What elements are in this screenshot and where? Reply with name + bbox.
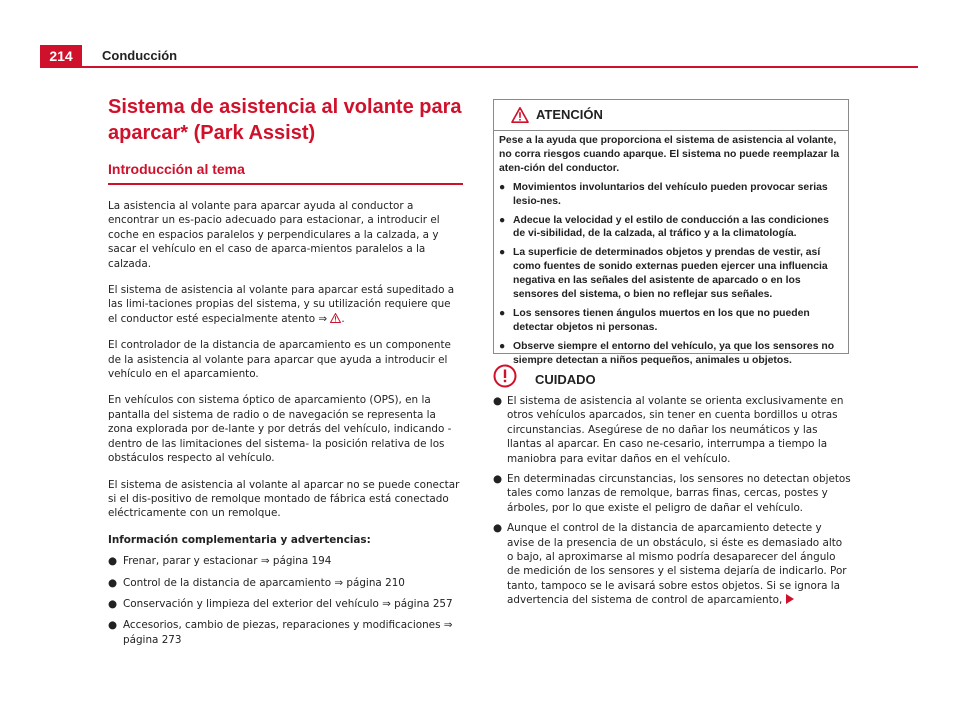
paragraph-text: El sistema de asistencia al volante para aparcar está supeditado a las limi-taciones propias del sistema, y su utilización requiere que el conductor esté especialmente atento ⇒ [108,284,455,325]
list-item-text: Accesorios, cambio de piezas, reparaciones y modificaciones ⇒ página 273 [123,619,453,646]
bullet-icon: ● [493,395,503,407]
paragraph: El controlador de la distancia de aparcamiento es un componente de la asistencia al volante para aparcar que ayuda a introducir el vehículo en el aparcamiento. [108,339,451,381]
warning-title: ATENCIÓN [536,107,603,122]
warning-item [499,214,842,242]
list-item[interactable] [108,576,463,590]
caution-title: CUIDADO [535,372,596,387]
warning-item-text: Los sensores tienen ángulos muertos en los que no pueden detectar objetos ni personas. [513,307,810,333]
warning-item-text: Movimientos involuntarios del vehículo pueden provocar serias lesio-nes. [513,181,828,207]
bullet-icon: ● [493,473,503,486]
caution-item [493,521,851,607]
body-text [108,199,463,647]
warning-header [494,100,848,131]
info-heading: Información complementaria y advertencias: [108,533,371,546]
paragraph: El sistema de asistencia al volante al aparcar no se puede conectar si el dis-positivo de remolque montado de fábrica está conectado eléctricamente con un remolque. [108,478,460,520]
caution-item-text: El sistema de asistencia al volante se orienta exclusivamente en otros vehículos aparcados, sin tener en cuenta bordillos u otras circunstancias. Asegúrese de no dañar los neumáticos y las llantas al aparcar. En caso ne-cesario, interrumpa a tiempo la maniobra para evitar daños en el vehículo. [507,395,844,465]
bullet-icon: ● [499,181,506,193]
header-rule [40,66,918,68]
caution-item [493,472,851,515]
list-item-text: Conservación y limpieza del exterior del vehículo ⇒ página 257 [123,597,453,610]
page-number: 214 [40,45,82,67]
main-title: Sistema de asistencia al volante para aparcar* (Park Assist) [108,96,462,144]
warning-item-text: Observe siempre el entorno del vehículo, ya que los sensores no siempre detectan a niños pequeños, animales u objetos. [513,340,835,366]
paragraph: En vehículos con sistema óptico de aparcamiento (OPS), en la pantalla del sistema de radio o de navegación se representa la zona explorada por de-lante y por detrás del vehículo, indicando -dentro de las limitaciones del sistema- la posición relativa de los obstáculos respecto al vehículo. [108,394,452,465]
list-item-text: Control de la distancia de aparcamiento ⇒ página 210 [123,576,405,589]
bullet-icon: ● [499,307,506,319]
warning-item-text: Adecue la velocidad y el estilo de conducción a las condiciones de vi-sibilidad, de la calzada, al tráfico y a la climatología. [513,214,829,240]
warning-body [494,131,848,368]
subtitle: Introducción al tema [108,160,463,185]
caution-item [493,394,851,466]
bullet-icon: ● [493,522,503,535]
warning-triangle-icon[interactable] [330,313,341,323]
section-title: Conducción [102,48,178,63]
period: . [341,312,345,325]
list-item[interactable] [108,554,463,568]
list-item-text: Frenar, parar y estacionar ⇒ página 194 [123,555,332,568]
warning-item-text: La superficie de determinados objetos y prendas de vestir, así como fuentes de sonido externas pueden ejercer una influencia negativa en las señales del asistente de aparcado o en los sensores del sistema, o bien no reflejar sus señales. [513,247,828,301]
bullet-icon: ● [108,597,118,610]
warning-triangle-icon [511,107,529,123]
caution-item-text: En determinadas circunstancias, los sensores no detectan objetos tales como lanzas de remolque, barras finas, cercas, postes y árboles, por lo que existe el peligro de dañar el vehículo. [507,473,851,514]
list-item[interactable] [108,618,463,647]
warning-item [499,307,842,335]
caution-header [493,364,851,388]
paragraph [108,283,463,326]
bullet-icon: ● [499,247,506,259]
warning-item [499,181,842,209]
bullet-icon: ● [108,576,118,589]
bullet-icon: ● [108,555,118,568]
continue-arrow-icon [786,594,794,604]
caution-icon [493,364,517,388]
warning-item [499,246,842,302]
warning-box [493,99,849,366]
caution-section [493,364,851,608]
warning-intro: Pese a la ayuda que proporciona el sistema de asistencia al volante, no corra riesgos cuando aparque. El sistema no puede reemplazar la aten-ción del conductor. [499,135,840,174]
left-column [108,94,463,647]
bullet-icon: ● [108,619,118,632]
bullet-icon: ● [499,340,506,352]
caution-item-text: Aunque el control de la distancia de aparcamiento detecte y avise de la presencia de un obstáculo, si éste es demasiado alto o bajo, al aproximarse al mismo podría desaparecer del ángulo de medición de los sensores y el sistema dejaría de indicarlo. Por tanto, tampoco se le avisará sobre estos objetos. Si se ignora la advertencia del sistema de control de aparcamiento, [507,522,847,607]
bullet-icon: ● [499,214,506,226]
list-item[interactable] [108,597,463,611]
paragraph: La asistencia al volante para aparcar ayuda al conductor a encontrar un es-pacio adecuado para estacionar, a introducir el coche en espacios paralelos y perpendiculares a la calzada, a y sacar el vehículo en el caso de aparca-mientos paralelos a la calzada. [108,200,440,270]
